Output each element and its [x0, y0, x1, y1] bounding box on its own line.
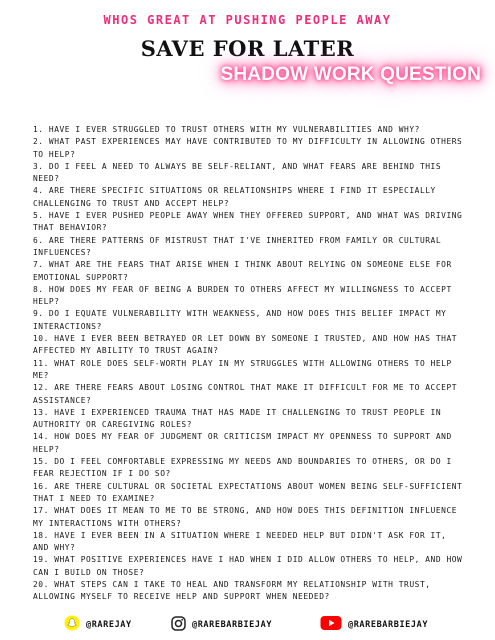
- instagram-handle: @RAREBARBIEJAY: [192, 620, 273, 630]
- question-item: 8. HOW DOES MY FEAR OF BEING A BURDEN TO OTHERS AFFECT MY WILLINGNESS TO ACCEPT HELP?: [33, 284, 452, 307]
- question-item: 16. ARE THERE CULTURAL OR SOCIETAL EXPECTATIONS ABOUT WOMEN BEING SELF-SUFFICIENT THAT I NEED TO EXAMINE?: [33, 481, 463, 503]
- question-item: 14. HOW DOES MY FEAR OF JUDGMENT OR CRITICISM IMPACT MY OPENNESS TO SUPPORT AND HELP?: [33, 432, 452, 454]
- question-item: 3. DO I FEEL A NEED TO ALWAYS BE SELF-RELIANT, AND WHAT FEARS ARE BEHIND THIS NEED?: [33, 161, 442, 184]
- question-item: 19. WHAT POSITIVE EXPERIENCES HAVE I HAD WHEN I DID ALLOW OTHERS TO HELP, AND HOW CAN I BUILD ON THOSE?: [33, 555, 463, 577]
- question-item: 5. HAVE I EVER PUSHED PEOPLE AWAY WHEN THEY OFFERED SUPPORT, AND WHAT WAS DRIVING THAT BEHAVIOR?: [33, 211, 463, 233]
- question-item: 4. ARE THERE SPECIFIC SITUATIONS OR RELATIONSHIPS WHERE I FIND IT ESPECIALLY CHALLENGING TO TRUST AND ACCEPT HELP?: [33, 186, 436, 208]
- social-instagram[interactable]: [171, 614, 272, 636]
- question-item: 18. HAVE I EVER BEEN IN A SITUATION WHERE I NEEDED HELP BUT DIDN'T ASK FOR IT, AND WHY?: [33, 530, 447, 553]
- question-item: 17. WHAT DOES IT MEAN TO ME TO BE STRONG, AND HOW DOES THIS DEFINITION INFLUENCE MY INTERACTIONS WITH OTHERS?: [33, 506, 458, 528]
- youtube-handle: @RAREBARBIEJAY: [348, 620, 429, 630]
- youtube-icon: [320, 615, 342, 635]
- social-footer: [0, 614, 495, 636]
- snapchat-icon: [64, 615, 80, 635]
- question-list: [33, 124, 465, 604]
- question-item: 9. DO I EQUATE VULNERABILITY WITH WEAKNESS, AND HOW DOES THIS BELIEF IMPACT MY INTERACTIONS?: [33, 309, 447, 331]
- question-item: 12. ARE THERE FEARS ABOUT LOSING CONTROL THAT MAKE IT DIFFICULT FOR ME TO ACCEPT ASSISTANCE?: [33, 383, 458, 405]
- snapchat-handle: @RAREJAY: [86, 620, 132, 630]
- question-item: 11. WHAT ROLE DOES SELF-WORTH PLAY IN MY STRUGGLES WITH ALLOWING OTHERS TO HELP ME?: [33, 358, 452, 380]
- question-item: 20. WHAT STEPS CAN I TAKE TO HEAL AND TRANSFORM MY RELATIONSHIP WITH TRUST, ALLOWING MYSELF TO RECEIVE HELP AND SUPPORT WHEN NEEDED?: [33, 579, 431, 602]
- social-youtube[interactable]: [320, 614, 428, 636]
- instagram-icon: [171, 616, 186, 635]
- question-item: 13. HAVE I EXPERIENCED TRAUMA THAT HAS MADE IT CHALLENGING TO TRUST PEOPLE IN AUTHORITY OR CAREGIVING ROLES?: [33, 407, 442, 430]
- question-item: 15. DO I FEEL COMFORTABLE EXPRESSING MY NEEDS AND BOUNDARIES TO OTHERS, OR DO I FEAR REJECTION IF I DO SO?: [33, 457, 452, 479]
- header-kicker: WHOS GREAT AT PUSHING PEOPLE AWAY: [103, 13, 392, 27]
- question-item: 1. HAVE I EVER STRUGGLED TO TRUST OTHERS WITH MY VULNERABILITIES AND WHY?: [33, 125, 420, 134]
- social-snapchat[interactable]: [64, 614, 132, 636]
- question-item: 10. HAVE I EVER BEEN BETRAYED OR LET DOWN BY SOMEONE I TRUSTED, AND HOW HAS THAT AFFECTED MY ABILITY TO TRUST AGAIN?: [33, 334, 458, 356]
- question-item: 6. ARE THERE PATTERNS OF MISTRUST THAT I'VE INHERITED FROM FAMILY OR CULTURAL INFLUENCES?: [33, 235, 442, 257]
- page-title: SAVE FOR LATER: [140, 36, 355, 61]
- shadow-work-badge: SHADOW WORK QUESTION: [220, 64, 481, 85]
- question-item: 7. WHAT ARE THE FEARS THAT ARISE WHEN I THINK ABOUT RELYING ON SOMEONE ELSE FOR EMOTIONAL SUPPORT?: [33, 260, 452, 282]
- question-item: 2. WHAT PAST EXPERIENCES MAY HAVE CONTRIBUTED TO MY DIFFICULTY IN ALLOWING OTHERS TO HELP?: [33, 137, 463, 159]
